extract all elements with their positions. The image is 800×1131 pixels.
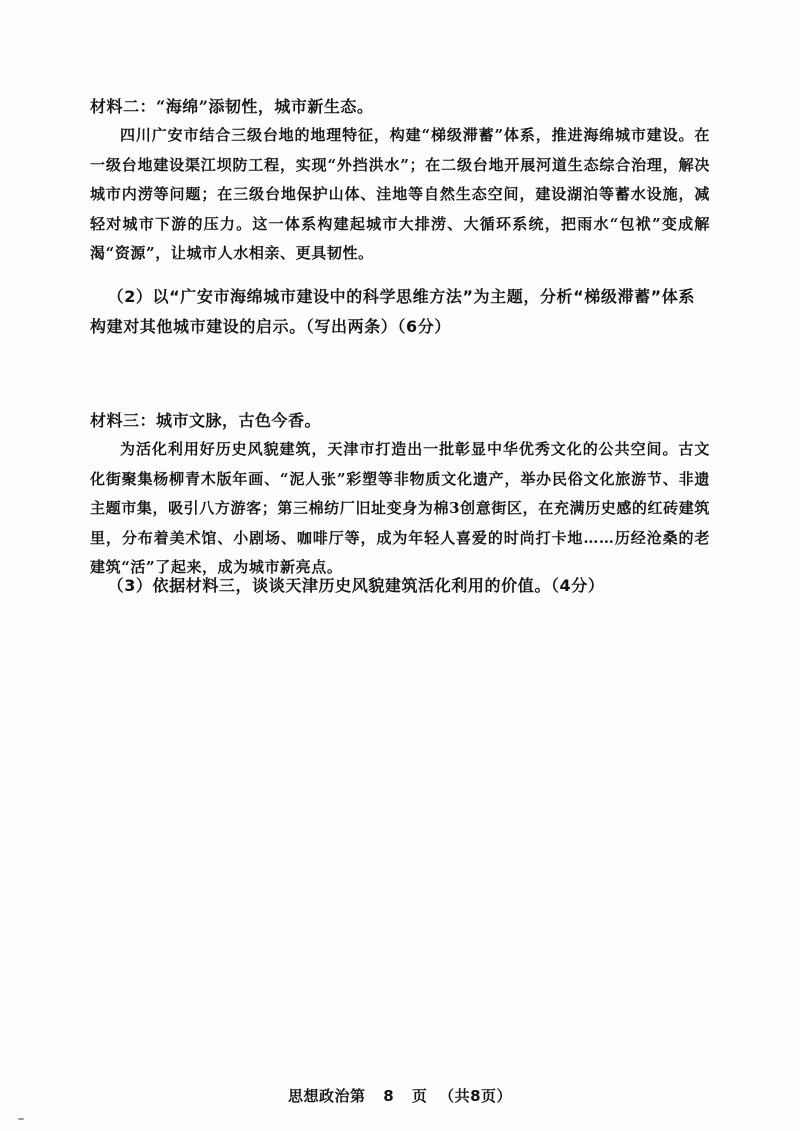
footer-subject: 思想政治第 (287, 1087, 366, 1105)
page-footer (0, 1085, 800, 1106)
material-3-body (90, 435, 710, 583)
material-2-body (90, 121, 710, 269)
question-3 (90, 571, 710, 601)
question-2-text: （2）以“广安市海绵城市建设中的科学思维方法”为主题，分析“梯级滞蓄”体系构建对其他城市建设的启示。（写出两条）（6分） (90, 287, 695, 336)
material-2-title: 材料二：“海绵”添韧性，城市新生态。 (90, 97, 374, 116)
footer-page-number: 8 (383, 1087, 395, 1105)
footer-page-suffix: 页 (411, 1087, 428, 1105)
material-3-title: 材料三：城市文脉，古色今香。 (90, 411, 322, 430)
scan-speck (18, 1118, 24, 1120)
question-2 (90, 282, 710, 342)
footer-total-pages: （共8页） (439, 1087, 513, 1105)
material-2-paragraph: 四川广安市结合三级台地的地理特征，构建“梯级滞蓄”体系，推进海绵城市建设。在一级台地建设渠江坝防工程，实现“外挡洪水”；在二级台地开展河道生态综合治理，解决城市内涝等问题；在三级台地保护山体、洼地等自然生态空间，建设湖泊等蓄水设施，减轻对城市下游的压力。这一体系构建起城市大排涝、大循环系统，把雨水“包袱”变成解渴“资源”，让城市人水相亲、更具韧性。 (90, 126, 710, 262)
material-3-paragraph: 为活化利用好历史风貌建筑，天津市打造出一批彰显中华优秀文化的公共空间。古文化街聚集杨柳青木版年画、“泥人张”彩塑等非物质文化遗产，举办民俗文化旅游节、非遗主题市集，吸引八方游客；第三棉纺厂旧址变身为棉3创意街区，在充满历史感的红砖建筑里，分布着美术馆、小剧场、咖啡厅等，成为年轻人喜爱的时尚打卡地……历经沧桑的老建筑“活”了起来，成为城市新亮点。 (90, 440, 710, 576)
material-2 (90, 97, 710, 269)
question-3-text: （3）依据材料三，谈谈天津历史风貌建筑活化利用的价值。（4分） (107, 576, 605, 595)
material-3 (90, 411, 710, 583)
